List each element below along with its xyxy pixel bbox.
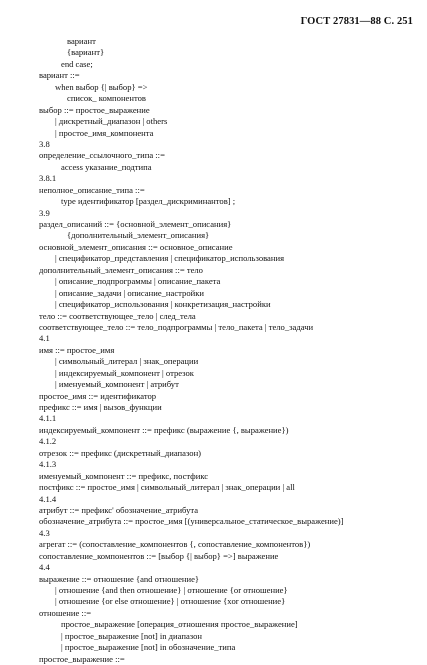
text-line: | отношение {or else отношение} | отношение {xor отношение}	[55, 596, 286, 607]
text-line: раздел_описаний ::= {основной_элемент_описания}	[39, 219, 232, 229]
text-line: end case;	[61, 58, 93, 69]
grammar-text-body	[39, 36, 419, 665]
text-line: 4.1.3	[39, 459, 57, 470]
text-line: агрегат ::= (сопоставление_компонентов {, сопоставление_компонентов})	[39, 539, 311, 550]
text-line: | спецификатор_представления | спецификатор_использования	[55, 253, 285, 264]
text-line: 3.9	[39, 207, 50, 218]
text-line: 4.1.1	[39, 413, 57, 424]
text-line: определение_ссылочного_типа ::=	[39, 150, 165, 161]
text-line: сопоставление_компонентов ::= [выбор {| выбор} =>] выражение	[39, 550, 279, 561]
text-line: вариант	[67, 36, 96, 46]
text-line: тело ::= соответствующее_тело | след_тела	[39, 310, 196, 321]
text-line: постфикс ::= простое_имя | символьный_литерал | знак_операции | all	[39, 482, 295, 493]
text-line: 4.1	[39, 333, 50, 344]
text-line: 4.1.2	[39, 436, 57, 447]
text-line: | спецификатор_использования | конкретизация_настройки	[55, 299, 271, 310]
text-line: 3.8	[39, 138, 50, 149]
text-line: простое_имя ::= идентификатор	[39, 390, 157, 401]
text-line: основной_элемент_описания ::= основное_описание	[39, 241, 233, 252]
text-line: префикс ::= имя | вызов_функции	[39, 402, 162, 412]
text-line: when выбор {| выбор} =>	[55, 81, 148, 92]
text-line: 4.1.4	[39, 493, 57, 504]
text-line: вариант ::=	[39, 70, 80, 81]
text-line: атрибут ::= префикс' обозначение_атрибута	[39, 504, 199, 515]
text-line: | простое_имя_компонента	[55, 127, 154, 138]
text-line: имя ::= простое_имя	[39, 344, 115, 355]
text-line: отношение ::=	[39, 607, 92, 618]
text-line: простое_выражение [операция_отношения простое_выражение]	[61, 619, 298, 630]
text-line: access указание_подтипа	[61, 161, 152, 172]
text-line: соответствующее_тело ::= тело_подпрограммы | тело_пакета | тело_задачи	[39, 321, 314, 332]
text-line: | индексируемый_компонент | отрезок	[55, 367, 194, 378]
text-line: | отношение {and then отношение} | отношение {or отношение}	[55, 585, 288, 595]
text-line: {вариант}	[67, 47, 105, 58]
text-line: 4.3	[39, 527, 50, 538]
text-line: | символьный_литерал | знак_операции	[55, 356, 199, 367]
text-line: | описание_задачи | описание_настройки	[55, 287, 204, 298]
text-line: простое_выражение ::=	[39, 653, 125, 664]
text-line: выбор ::= простое_выражение	[39, 104, 150, 115]
text-line: | описание_подпрограммы | описание_пакета	[55, 276, 221, 287]
text-line: неполное_описание_типа ::=	[39, 184, 145, 195]
text-line: | простое_выражение [not] in обозначение_типа	[61, 642, 236, 653]
text-line: | простое_выражение [not] in диапазон	[61, 630, 202, 641]
text-line: выражение ::= отношение {and отношение}	[39, 573, 200, 584]
text-line: отрезок ::= префикс (дискретный_диапазон)	[39, 447, 202, 458]
text-line: обозначение_атрибута ::= простое_имя [(универсальное_статическое_выражение)]	[39, 516, 344, 527]
text-line: индексируемый_компонент ::= префикс (выражение {, выражение})	[39, 424, 289, 435]
page-header: ГОСТ 27831—88 С. 251	[300, 16, 413, 27]
text-line: список_ компонентов	[67, 93, 146, 104]
text-line: 4.4	[39, 562, 50, 573]
text-line: дополнительный_элемент_описания ::= тело	[39, 264, 203, 275]
text-line: | именуемый_компонент | атрибут	[55, 379, 179, 390]
text-line: 3.8.1	[39, 173, 57, 184]
text-line: | дискретный_диапазон | others	[55, 116, 168, 127]
text-line: type идентификатор [раздел_дискриминантов] ;	[61, 196, 236, 207]
text-line: {дополнительный_элемент_описания}	[67, 230, 210, 241]
text-line: именуемый_компонент ::= префикс, постфикс	[39, 470, 209, 481]
